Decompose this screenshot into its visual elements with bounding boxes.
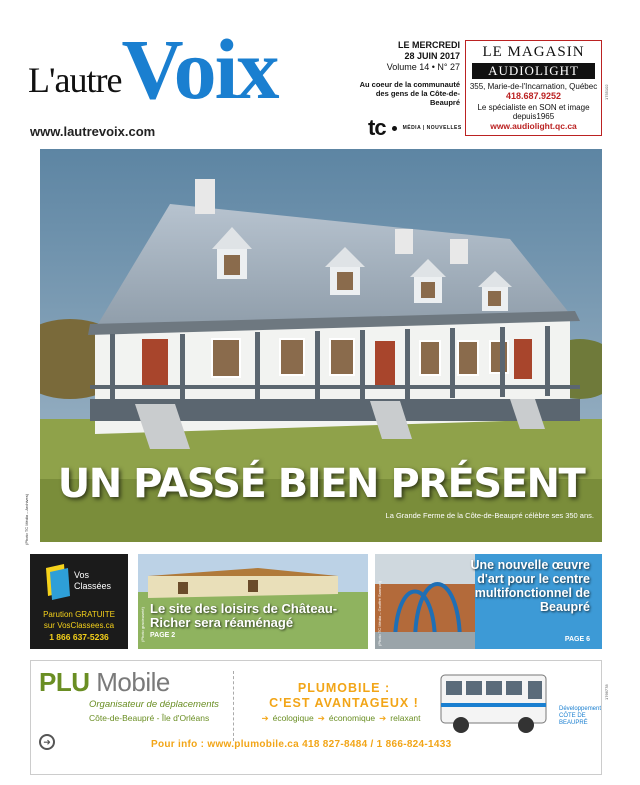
ad-specialty: Le spécialiste en SON et image depuis1965 bbox=[477, 103, 590, 121]
bus-ad-code: 1766778 bbox=[604, 684, 609, 700]
dot-icon bbox=[392, 126, 397, 131]
ad-benefits bbox=[231, 713, 451, 724]
logo-main: Voix bbox=[121, 21, 278, 117]
benefit-relaxant: relaxant bbox=[390, 713, 421, 723]
teaser2-title: Une nouvelle œuvre d'art pour le centre multifonctionnel de Beaupré bbox=[470, 558, 590, 614]
arrow-icon: ➔ bbox=[379, 713, 387, 723]
brand-plu: PLU bbox=[39, 667, 90, 697]
website-link[interactable]: www.lautrevoix.com bbox=[30, 124, 156, 139]
issue-info bbox=[350, 40, 460, 73]
teaser-chateau-richer[interactable] bbox=[138, 554, 368, 649]
ad-slogan1: PLUMOBILE : bbox=[297, 681, 391, 695]
teaser1-page: PAGE 2 bbox=[150, 632, 176, 639]
hero-photo-credit: (Photo TC Média – Archives) bbox=[24, 493, 29, 545]
bus-illustration bbox=[436, 667, 556, 737]
circle-arrow-icon[interactable]: ➜ bbox=[39, 734, 55, 750]
ad-phone: 418.687.9252 bbox=[505, 91, 562, 101]
newspaper-logo[interactable] bbox=[28, 21, 278, 126]
tc-media-logo bbox=[368, 115, 462, 141]
arrow-icon: ➔ bbox=[261, 713, 269, 723]
ad-title2: AUDIOLIGHT bbox=[472, 63, 595, 79]
ad-subtitle: Organisateur de déplacements bbox=[89, 699, 219, 710]
ad-info-line[interactable]: Pour info : www.plumobile.ca 418 827-8484 / 1 866-824-1433 bbox=[151, 739, 452, 750]
ad-title1: LE MAGASIN bbox=[482, 44, 585, 60]
hero-caption: La Grande Ferme de la Côte-de-Beaupré célèbre ses 350 ans. bbox=[385, 511, 594, 520]
plumobile-ad[interactable] bbox=[30, 660, 602, 775]
ad-code: 1755102 bbox=[604, 84, 609, 100]
audiolight-ad[interactable] bbox=[465, 40, 602, 136]
teaser1-title: Le site des loisirs de Château-Richer sera réaménagé bbox=[150, 601, 338, 630]
hero-headline[interactable]: UN PASSÉ BIEN PRÉSENT bbox=[57, 461, 585, 507]
benefit-economique: économique bbox=[328, 713, 376, 723]
dev-line2: CÔTE DE BEAUPRÉ bbox=[559, 713, 588, 726]
teaser1-credit: (Photo gracieuseté) bbox=[140, 607, 145, 642]
arrow-icon: ➔ bbox=[317, 713, 325, 723]
brand-mobile: Mobile bbox=[96, 667, 170, 697]
vos-classees-ad[interactable] bbox=[30, 554, 128, 649]
tagline: Au coeur de la communauté des gens de la Côte-de-Beaupré bbox=[359, 80, 460, 107]
ad-divider bbox=[233, 671, 234, 741]
classees-label: Classées bbox=[74, 581, 112, 591]
benefit-ecologique: écologique bbox=[272, 713, 314, 723]
vos-label: Vos bbox=[74, 570, 90, 580]
promo-line2: sur VosClassees.ca bbox=[43, 621, 115, 630]
plumobile-brand bbox=[39, 667, 170, 698]
hero-photo[interactable] bbox=[40, 149, 602, 542]
logo-prefix: L'autre bbox=[28, 60, 122, 100]
teaser2-credit: (Photo TC Média – Geoffré Samson) bbox=[377, 581, 382, 646]
dev-line1: Développement bbox=[559, 706, 602, 712]
date-line1: LE MERCREDI bbox=[397, 40, 460, 50]
promo-phone: 1 866 637-5236 bbox=[49, 632, 109, 642]
tc-label: tc bbox=[368, 115, 386, 140]
developpement-logo bbox=[559, 706, 601, 727]
ad-slogan2: C'EST AVANTAGEUX ! bbox=[269, 696, 419, 710]
ad-url[interactable]: www.audiolight.qc.ca bbox=[490, 121, 577, 131]
vos-classees-logo bbox=[40, 562, 118, 602]
tc-media-text: MÉDIA | NOUVELLES bbox=[402, 125, 462, 131]
teaser2-page: PAGE 6 bbox=[564, 636, 590, 643]
date-line2: 28 JUIN 2017 bbox=[404, 51, 460, 61]
ad-region: Côte-de-Beaupré - Île d'Orléans bbox=[89, 713, 210, 723]
ad-address: 355, Marie-de-l'Incarnation, Québec bbox=[469, 82, 598, 91]
volume-number: Volume 14 • N° 27 bbox=[386, 62, 460, 72]
teaser-beaupre-art[interactable] bbox=[375, 554, 602, 649]
masthead bbox=[0, 0, 640, 148]
promo-line1: Parution GRATUITE bbox=[43, 610, 115, 619]
